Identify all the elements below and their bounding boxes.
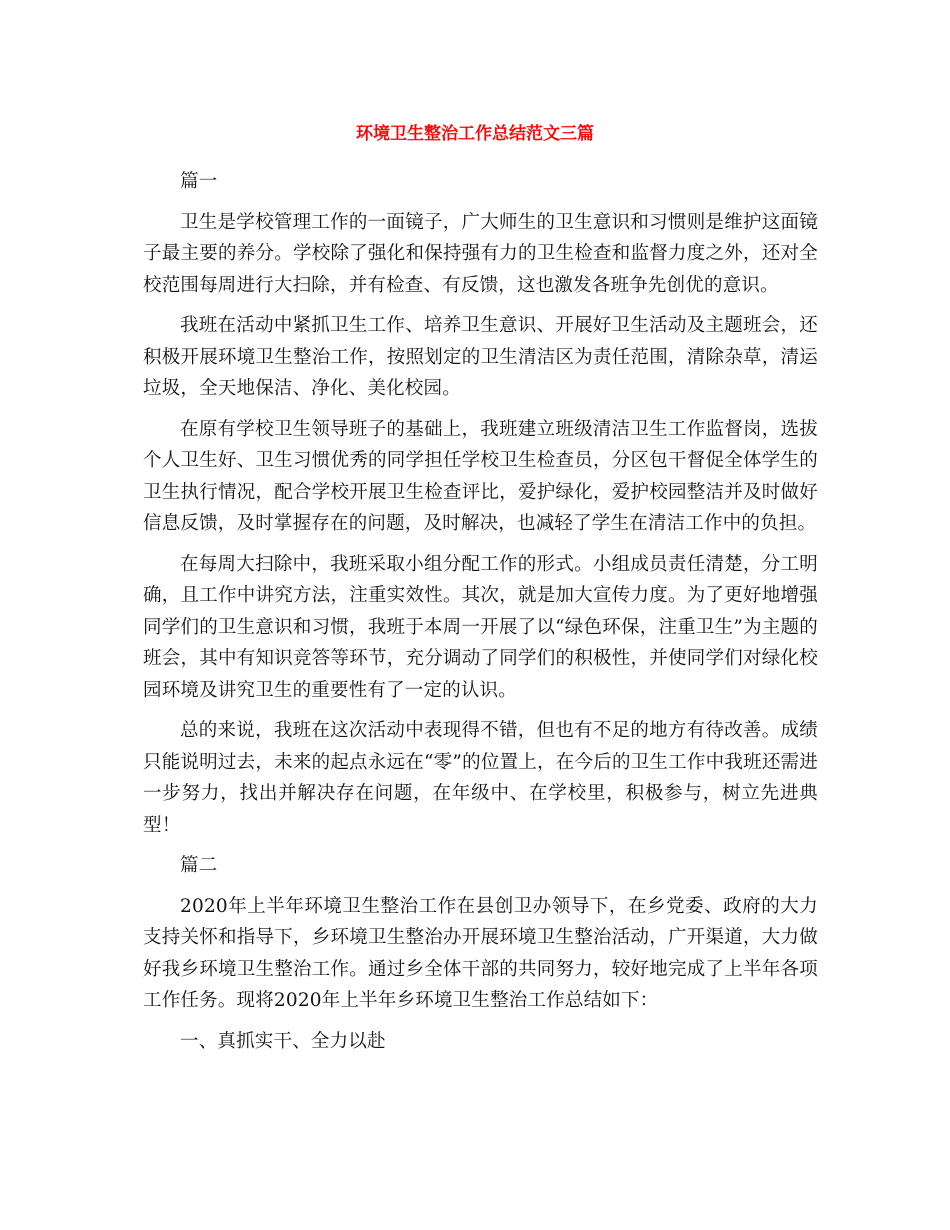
body-paragraph: 总的来说，我班在这次活动中表现得不错，但也有不足的地方有待改善。成绩只能说明过去，未来的起点永远在“零”的位置上，在今后的卫生工作中我班还需进一步努力，找出并解决存在问题，在年级中、在学校里，积极参与，树立先进典型！: [143, 720, 818, 836]
body-paragraph: 卫生是学校管理工作的一面镜子，广大师生的卫生意识和习惯则是维护这面镜子最主要的养分。学校除了强化和保持强有力的卫生检查和监督力度之外，还对全校范围每周进行大扫除，并有检查、有反馈，这也激发各班争先创优的意识。: [143, 211, 818, 296]
document-title: 环境卫生整治工作总结范文三篇: [356, 124, 594, 144]
section-heading-2: 篇二: [180, 855, 218, 876]
body-paragraph: 我班在活动中紧抓卫生工作、培养卫生意识、开展好卫生活动及主题班会，还积极开展环境卫生整治工作，按照划定的卫生清洁区为责任范围，清除杂草，清运垃圾，全天地保洁、净化、美化校园。: [143, 315, 818, 399]
document-body: [143, 166, 818, 1057]
subsection-heading: 一、真抓实干、全力以赴: [180, 1030, 386, 1052]
section-heading-1: 篇一: [180, 171, 218, 192]
body-paragraph: 在原有学校卫生领导班子的基础上，我班建立班级清洁卫生工作监督岗，选拔个人卫生好、卫生习惯优秀的同学担任学校卫生检查员，分区包干督促全体学生的卫生执行情况，配合学校开展卫生检查评比，爱护绿化，爱护校园整洁并及时做好信息反馈，及时掌握存在的问题，及时解决，也减轻了学生在清洁工作中的负担。: [143, 418, 818, 534]
body-paragraph: 在每周大扫除中，我班采取小组分配工作的形式。小组成员责任清楚，分工明确，且工作中讲究方法，注重实效性。其次，就是加大宣传力度。为了更好地增强同学们的卫生意识和习惯，我班于本周一开展了以“绿色环保，注重卫生”为主题的班会，其中有知识竞答等环节，充分调动了同学们的积极性，并使同学们对绿化校园环境及讲究卫生的重要性有了一定的认识。: [143, 553, 818, 701]
body-paragraph: 2020年上半年环境卫生整治工作在县创卫办领导下，在乡党委、政府的大力支持关怀和指导下，乡环境卫生整治办开展环境卫生整治活动，广开渠道，大力做好我乡环境卫生整治工作。通过乡全体干部的共同努力，较好地完成了上半年各项工作任务。现将2020年上半年乡环境卫生整治工作总结如下：: [143, 895, 818, 1011]
